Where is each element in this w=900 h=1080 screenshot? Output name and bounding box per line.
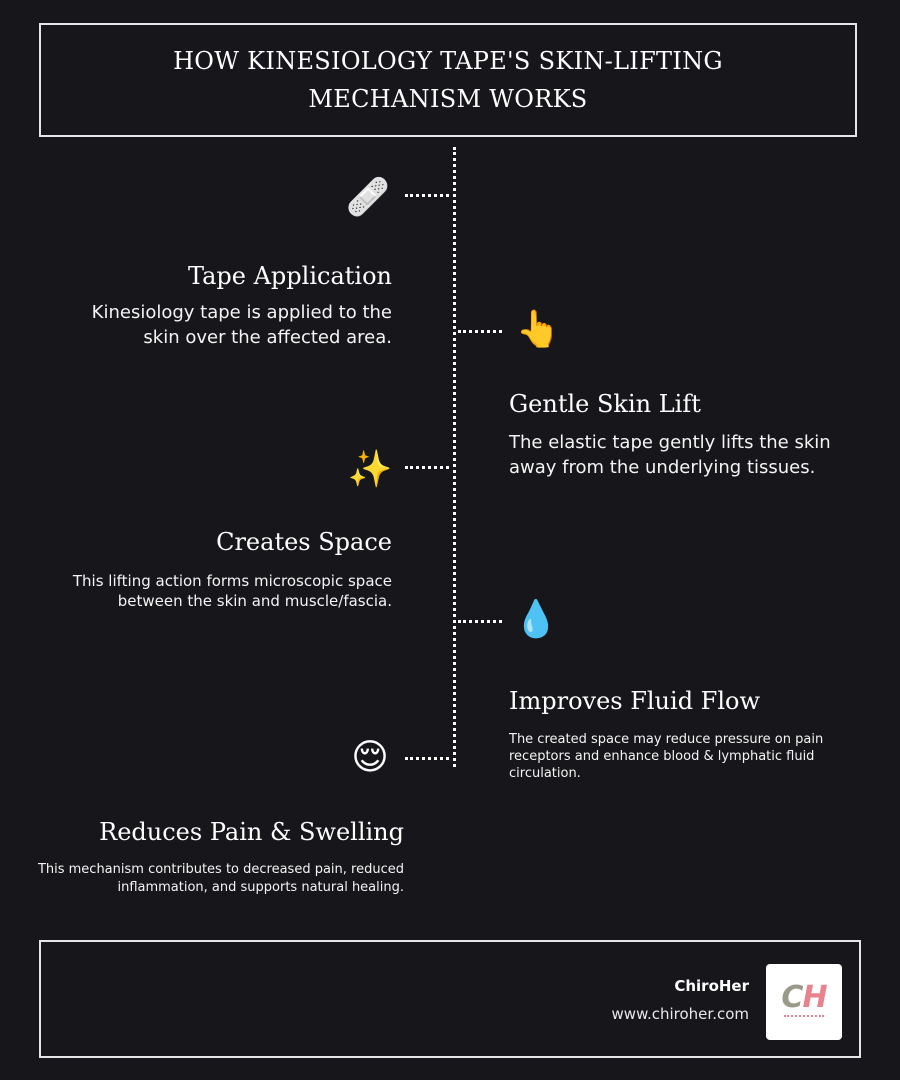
step-title: Gentle Skin Lift xyxy=(509,390,701,418)
logo-letter-h: H xyxy=(802,980,827,1015)
relieved-face-icon: 😌 xyxy=(351,737,389,778)
step-description: The created space may reduce pressure on pain receptors and enhance blood & lymphatic fluid circulation. xyxy=(509,732,824,781)
connector-dots xyxy=(405,194,449,197)
step-description: This lifting action forms microscopic space between the skin and muscle/fascia. xyxy=(72,572,392,610)
title-box xyxy=(39,23,857,137)
brand-url[interactable]: www.chiroher.com xyxy=(611,1005,749,1023)
step-description: The elastic tape gently lifts the skin away from the underlying tissues. xyxy=(509,432,831,478)
brand-name: ChiroHer xyxy=(674,977,749,995)
logo-letters xyxy=(781,980,827,1015)
footer-box xyxy=(39,940,861,1058)
connector-dots xyxy=(458,330,502,333)
page-title: HOW KINESIOLOGY TAPE'S SKIN-LIFTING MECHANISM WORKS xyxy=(173,47,723,113)
step-title: Reduces Pain & Swelling xyxy=(99,818,404,846)
spine-icon xyxy=(784,1015,824,1021)
step-title: Creates Space xyxy=(216,528,392,556)
connector-dots xyxy=(405,757,449,760)
connector-dots xyxy=(458,620,502,623)
adhesive-bandage-icon: 🩹 xyxy=(345,177,391,218)
connector-dots xyxy=(405,466,449,469)
logo-letter-c: C xyxy=(781,980,803,1015)
step-title: Tape Application xyxy=(187,262,392,290)
step-title: Improves Fluid Flow xyxy=(509,687,761,715)
pointing-up-hand-icon: 👆 xyxy=(515,309,561,350)
step-description: This mechanism contributes to decreased pain, reduced inflammation, and supports natural healing. xyxy=(37,862,404,895)
chiroher-logo xyxy=(766,964,842,1040)
step-description: Kinesiology tape is applied to the skin over the affected area. xyxy=(91,302,392,348)
timeline-line xyxy=(453,147,456,767)
sparkles-icon: ✨ xyxy=(347,449,393,490)
droplet-icon: 💧 xyxy=(513,599,559,640)
